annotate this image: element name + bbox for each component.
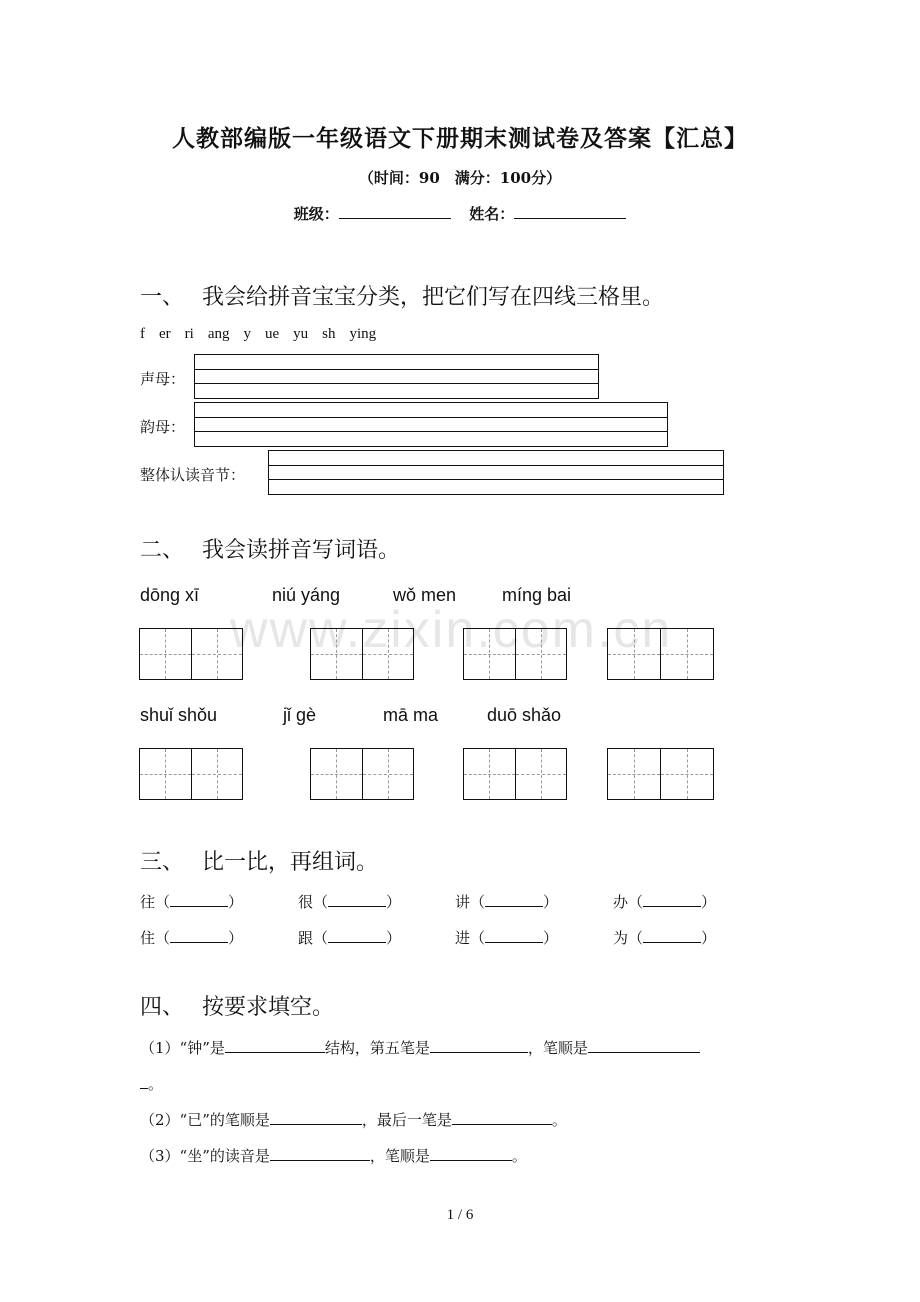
fill-question-2 [140, 1109, 567, 1130]
pinyin-word: míng bai [502, 585, 572, 605]
compare-char: 往（ [140, 893, 171, 911]
pinyin-word: shuǐ shǒu [140, 705, 218, 725]
question-text: ，最后一笔是 [361, 1111, 452, 1129]
paren-close: ） [543, 893, 559, 911]
question-text: 结构，第五笔是 [324, 1039, 430, 1057]
compare-char: 进（ [455, 929, 486, 947]
shengmu-label: 声母： [140, 370, 186, 388]
section-2-heading [140, 533, 400, 564]
section-number: 一、 [140, 285, 185, 310]
exam-meta: （时间：90 满分：100分） [358, 169, 562, 187]
page-number: 1 / 6 [446, 1207, 474, 1223]
pinyin-item: ang [207, 326, 230, 342]
compare-char: 很（ [298, 893, 329, 911]
zhengti-writing-lines[interactable] [268, 450, 724, 495]
tianzi-grid[interactable] [463, 748, 567, 800]
tianzi-grid[interactable] [139, 628, 243, 680]
compare-item [613, 891, 716, 912]
answer-blank[interactable] [430, 1146, 512, 1161]
compare-char: 办（ [613, 893, 644, 911]
compare-blank[interactable] [643, 892, 701, 907]
question-text: （3）“坐”的读音是 [140, 1147, 270, 1165]
fill-question-1 [140, 1037, 700, 1058]
compare-item [298, 891, 401, 912]
pinyin-item: yu [293, 326, 309, 342]
section-1-heading [140, 280, 664, 311]
pinyin-word: niú yáng [272, 585, 341, 605]
name-field[interactable] [514, 204, 626, 219]
section-title: 比一比，再组词。 [202, 850, 379, 875]
paren-close: ） [228, 929, 244, 947]
pinyin-word: mā ma [383, 705, 439, 725]
zhengti-label: 整体认读音节： [140, 466, 246, 484]
tianzi-grid[interactable] [139, 748, 243, 800]
paren-close: ） [543, 929, 559, 947]
tianzi-grid[interactable] [607, 748, 714, 800]
answer-blank[interactable] [588, 1038, 700, 1053]
section-number: 四、 [140, 995, 185, 1020]
tianzi-grid[interactable] [463, 628, 567, 680]
section-3-heading [140, 845, 378, 876]
answer-blank[interactable] [452, 1110, 552, 1125]
question-text: 。 [551, 1111, 567, 1129]
pinyin-word: jǐ gè [283, 705, 317, 725]
compare-item [455, 891, 558, 912]
compare-item [140, 891, 243, 912]
paren-close: ） [386, 893, 402, 911]
question-text: 。 [148, 1075, 164, 1093]
compare-item [140, 927, 243, 948]
page-title: 人教部编版一年级语文下册期末测试卷及答案【汇总】 [172, 125, 748, 152]
answer-blank[interactable] [270, 1146, 370, 1161]
answer-blank[interactable] [430, 1038, 528, 1053]
answer-blank[interactable] [225, 1038, 325, 1053]
compare-blank[interactable] [485, 928, 543, 943]
question-text: （2）“已”的笔顺是 [140, 1111, 270, 1129]
pinyin-item: ue [265, 326, 280, 342]
pinyin-word: duō shǎo [487, 705, 562, 725]
pinyin-item: y [243, 326, 251, 342]
tianzi-grid[interactable] [607, 628, 714, 680]
compare-item [298, 927, 401, 948]
tianzi-grid[interactable] [310, 628, 414, 680]
compare-char: 讲（ [455, 893, 486, 911]
question-text: 。 [511, 1147, 527, 1165]
name-label: 姓名： [469, 205, 515, 223]
pinyin-list [140, 326, 390, 343]
section-title: 我会给拼音宝宝分类，把它们写在四线三格里。 [202, 285, 665, 310]
answer-blank[interactable] [270, 1110, 362, 1125]
compare-char: 住（ [140, 929, 171, 947]
answer-blank[interactable] [140, 1074, 148, 1089]
paren-close: ） [701, 893, 717, 911]
compare-blank[interactable] [485, 892, 543, 907]
fill-question-3 [140, 1145, 527, 1166]
question-text: ，笔顺是 [527, 1039, 588, 1057]
class-field[interactable] [339, 204, 451, 219]
section-number: 二、 [140, 538, 185, 563]
class-label: 班级： [293, 205, 339, 223]
compare-blank[interactable] [328, 892, 386, 907]
pinyin-item: ri [184, 326, 194, 342]
compare-blank[interactable] [643, 928, 701, 943]
paren-close: ） [701, 929, 717, 947]
compare-blank[interactable] [328, 928, 386, 943]
class-name-line [0, 203, 920, 224]
tianzi-grid[interactable] [310, 748, 414, 800]
compare-blank[interactable] [170, 928, 228, 943]
pinyin-item: ying [349, 326, 377, 342]
pinyin-item: sh [322, 326, 336, 342]
compare-item [455, 927, 558, 948]
compare-blank[interactable] [170, 892, 228, 907]
section-4-heading [140, 990, 334, 1021]
watermark: www.zixin.com.cn [230, 601, 673, 659]
compare-item [613, 927, 716, 948]
section-title: 我会读拼音写词语。 [202, 538, 401, 563]
section-number: 三、 [140, 850, 185, 875]
pinyin-word: dōng xī [140, 585, 200, 605]
compare-char: 为（ [613, 929, 644, 947]
pinyin-item: er [159, 326, 171, 342]
question-text: （1）“钟”是 [140, 1039, 225, 1057]
shengmu-writing-lines[interactable] [194, 354, 599, 399]
fill-question-1-cont [140, 1073, 163, 1094]
pinyin-item: f [140, 326, 145, 342]
section-title: 按要求填空。 [202, 995, 335, 1020]
question-text: ，笔顺是 [369, 1147, 430, 1165]
yunmu-writing-lines[interactable] [194, 402, 668, 447]
compare-char: 跟（ [298, 929, 329, 947]
pinyin-word: wǒ men [393, 585, 457, 605]
yunmu-label: 韵母： [140, 418, 186, 436]
paren-close: ） [386, 929, 402, 947]
paren-close: ） [228, 893, 244, 911]
